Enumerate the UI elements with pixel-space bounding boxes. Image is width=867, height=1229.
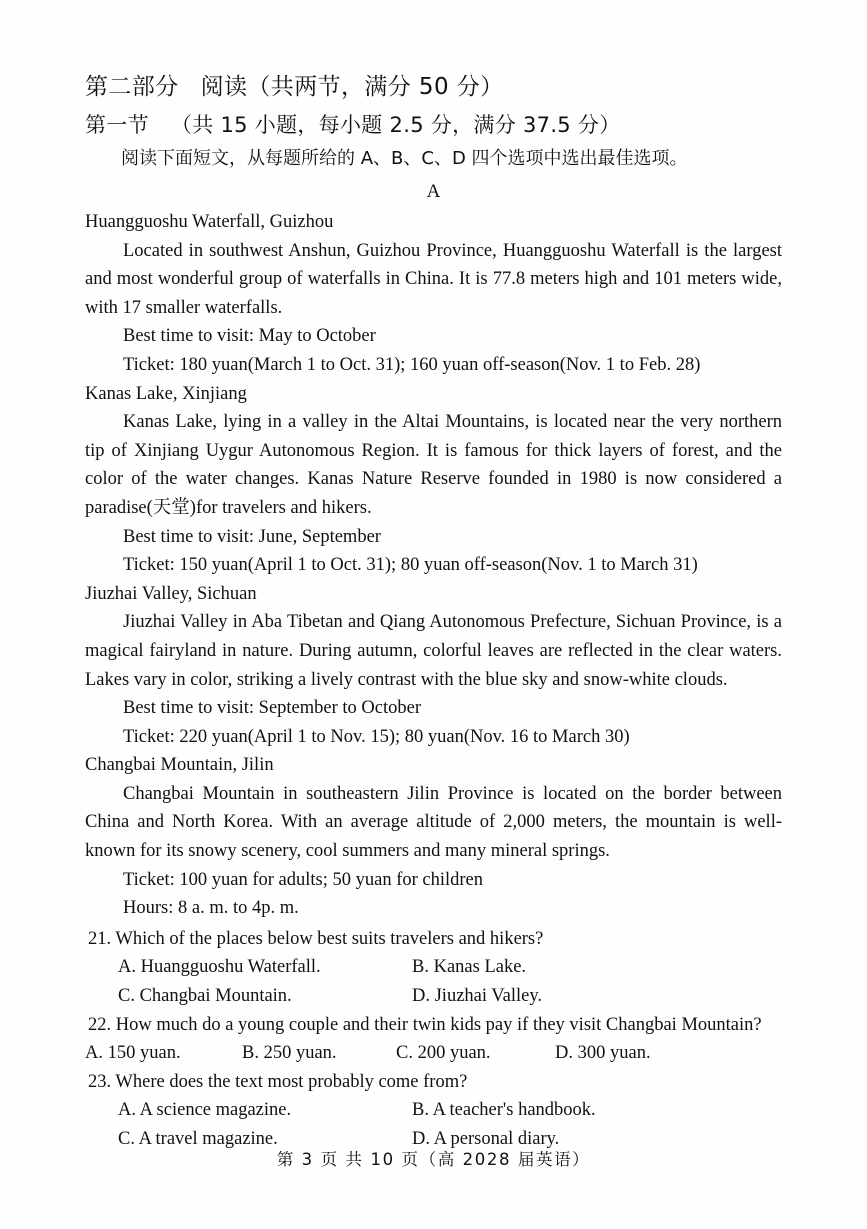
question-options: [85, 1039, 782, 1068]
question-options: [85, 1096, 782, 1153]
question-list: [85, 925, 782, 1154]
place-name: Kanas Lake, Xinjiang: [85, 383, 247, 404]
place-name: Changbai Mountain, Jilin: [85, 755, 274, 776]
option-row: [118, 953, 782, 982]
place-detail: Best time to visit: May to October: [123, 326, 376, 347]
option-choice[interactable]: C. A travel magazine.: [118, 1129, 278, 1149]
option-choice[interactable]: C. 200 yuan.: [396, 1043, 491, 1064]
question-stem: 22. How much do a young couple and their twin kids pay if they visit Changbai Mountain?: [88, 1014, 762, 1035]
subsection-heading: [85, 109, 782, 141]
section-heading-part2: 阅读（共两节，满分 50 分）: [200, 74, 504, 100]
place-detail: Ticket: 150 yuan(April 1 to Oct. 31); 80 yuan off-season(Nov. 1 to March 31): [123, 555, 698, 576]
option-choice[interactable]: B. A teacher's handbook.: [412, 1100, 596, 1121]
reading-instruction: 阅读下面短文，从每题所给的 A、B、C、D 四个选项中选出最佳选项。: [121, 148, 688, 169]
option-choice[interactable]: D. 300 yuan.: [555, 1043, 651, 1064]
option-choice[interactable]: D. Jiuzhai Valley.: [412, 986, 542, 1007]
place-name: Huangguoshu Waterfall, Guizhou: [85, 212, 334, 232]
option-choice[interactable]: A. Huangguoshu Waterfall.: [118, 957, 321, 978]
option-choice[interactable]: B. Kanas Lake.: [412, 957, 527, 978]
place-detail: Best time to visit: June, September: [123, 526, 381, 547]
place-detail: Ticket: 220 yuan(April 1 to Nov. 15); 80 yuan(Nov. 16 to March 30): [123, 726, 630, 747]
option-row: [118, 1096, 782, 1125]
question-stem: 23. Where does the text most probably come from?: [88, 1071, 468, 1092]
place-description: Located in southwest Anshun, Guizhou Province, Huangguoshu Waterfall is the largest and most wonderful group of waterfalls in China. It is 77.8 meters high and 101 meters wide, with 17 smaller waterfalls.: [85, 240, 782, 318]
section-heading-part1: 第二部分: [85, 74, 179, 100]
place-description: Jiuzhai Valley in Aba Tibetan and Qiang Autonomous Prefecture, Sichuan Province, is a magical fairyland in nature. During autumn, colorful leaves are reflected in the clear waters. Lakes vary in color, striking a lively contrast with the blue sky and snow-white clouds.: [85, 612, 782, 690]
option-choice[interactable]: B. 250 yuan.: [242, 1043, 337, 1064]
option-choice[interactable]: C. Changbai Mountain.: [118, 986, 292, 1007]
question-options: [85, 953, 782, 1010]
place-detail: Ticket: 180 yuan(March 1 to Oct. 31); 160 yuan off-season(Nov. 1 to Feb. 28): [123, 354, 701, 375]
option-choice[interactable]: A. 150 yuan.: [85, 1043, 181, 1064]
option-choice[interactable]: A. A science magazine.: [118, 1100, 292, 1121]
page-footer: 第 3 页 共 10 页（高 2028 届英语）: [276, 1150, 591, 1169]
question-stem: 21. Which of the places below best suits travelers and hikers?: [88, 928, 544, 949]
place-detail: Best time to visit: September to October: [123, 698, 422, 719]
subsection-heading-part1: 第一节: [85, 113, 149, 137]
passage-label-a: A: [426, 181, 441, 202]
section-heading: [85, 70, 782, 104]
page-content: [85, 70, 782, 1154]
place-description: Changbai Mountain in southeastern Jilin Province is located on the border between China and North Korea. With an average altitude of 2,000 meters, the mountain is well-known for its snowy scenery, cool summers and many mineral springs.: [85, 783, 782, 862]
option-row: [118, 982, 782, 1011]
place-name: Jiuzhai Valley, Sichuan: [85, 583, 257, 604]
place-detail: Ticket: 100 yuan for adults; 50 yuan for children: [123, 869, 484, 890]
place-description: Kanas Lake, lying in a valley in the Altai Mountains, is located near the very northern tip of Xinjiang Uygur Autonomous Region. It is famous for thick layers of forest, and the color of the water changes. Kanas Nature Reserve founded in 1980 is now considered a paradise(天堂)for travelers and hikers.: [85, 412, 782, 518]
option-choice[interactable]: D. A personal diary.: [412, 1129, 560, 1149]
place-detail: Hours: 8 a. m. to 4p. m.: [123, 898, 299, 919]
subsection-heading-part2: （共 15 小题，每小题 2.5 分，满分 37.5 分）: [170, 113, 621, 137]
